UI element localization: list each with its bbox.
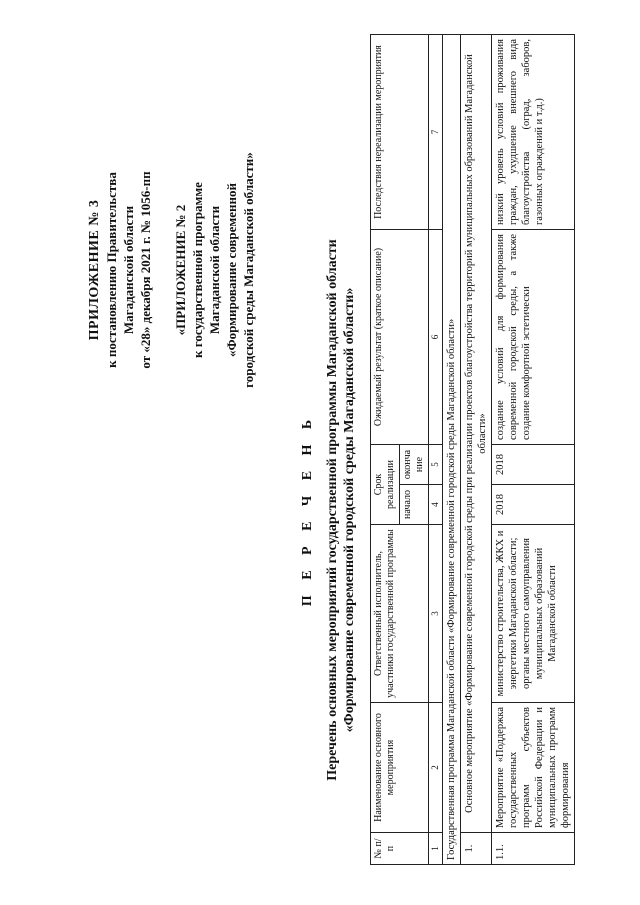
col-number: 4: [429, 485, 443, 525]
header-term: Срок реализации: [371, 445, 400, 525]
header-start: начало: [400, 485, 429, 525]
main-activity-num: 1.: [461, 833, 492, 865]
appendix-2-line1: к государственной программе: [190, 182, 205, 358]
col-number: 7: [429, 35, 443, 230]
row-start: 2018: [492, 485, 575, 525]
measures-table: [370, 34, 575, 865]
row-consequence: низкий уровень условий проживания граждан, ухудшение внешнего вида благоустройства (оград, заборов, газонных ограждений и т.д.): [492, 35, 575, 230]
col-number: 6: [429, 230, 443, 445]
col-number: 5: [429, 445, 443, 485]
main-activity-text: Основное мероприятие «Формирование современной городской среды при реализации проектов благоустройства территорий муниципальных образований Магаданской области»: [461, 35, 492, 833]
table-row: [492, 35, 575, 865]
appendix-3-title: ПРИЛОЖЕНИЕ № 3: [87, 199, 102, 341]
row-name: Мероприятие «Поддержка государственных программ субъектов Российской Федерации и муниципальных программ формирования: [492, 703, 575, 833]
header-result: Ожидаемый результат (краткое описание): [371, 230, 429, 445]
column-numbers-row: [429, 35, 443, 865]
appendix-2-line3: «Формирование современной: [224, 182, 239, 358]
col-number: 2: [429, 703, 443, 833]
col-number: 1: [429, 833, 443, 865]
subtitle-line2: «Формирование современной городской среды Магаданской области»: [342, 287, 357, 733]
row-num: 1.1.: [492, 833, 575, 865]
perechen-heading: П Е Р Е Ч Е Н Ь: [300, 413, 315, 607]
program-row: [443, 35, 461, 865]
appendix-3-line3: от «28» декабря 2021 г. № 1056-пп: [138, 171, 153, 369]
header-executor: Ответственный исполнитель, участники государственной программы: [371, 525, 429, 703]
appendix-3-line2: Магаданской области: [121, 205, 136, 335]
appendix-2-header: [172, 120, 257, 420]
appendix-2-title: «ПРИЛОЖЕНИЕ № 2: [173, 204, 188, 336]
header-end: оконча ние: [400, 445, 429, 485]
header-consequence: Последствия нереализации мероприятия: [371, 35, 429, 230]
main-activity-row: [461, 35, 492, 865]
row-result: создание условий для формирования современной городской среды, а также создание комфортной эстетически: [492, 230, 575, 445]
header-name: Наименование основного мероприятия: [371, 703, 429, 833]
row-end: 2018: [492, 445, 575, 485]
program-row-text: Государственная программа Магаданской области «Формирование современной городской среды Магаданской области»: [443, 35, 461, 865]
appendix-3-header: [86, 120, 154, 420]
subtitle-line1: Перечень основных мероприятий государственной программы Магаданской области: [325, 239, 340, 781]
header-num: № п/п: [371, 833, 429, 865]
appendix-2-line2: Магаданской области: [207, 205, 222, 335]
appendix-3-line1: к постановлению Правительства: [104, 172, 119, 368]
subtitle: [324, 215, 358, 805]
document-title: [300, 215, 358, 805]
header-row: [371, 35, 400, 865]
col-number: 3: [429, 525, 443, 703]
appendix-2-line4: городской среды Магаданской области»: [241, 152, 256, 388]
row-executor: министерство строительства, ЖКХ и энергетики Магаданской области; органы местного самоуправления муниципальных образований Магаданской области: [492, 525, 575, 703]
